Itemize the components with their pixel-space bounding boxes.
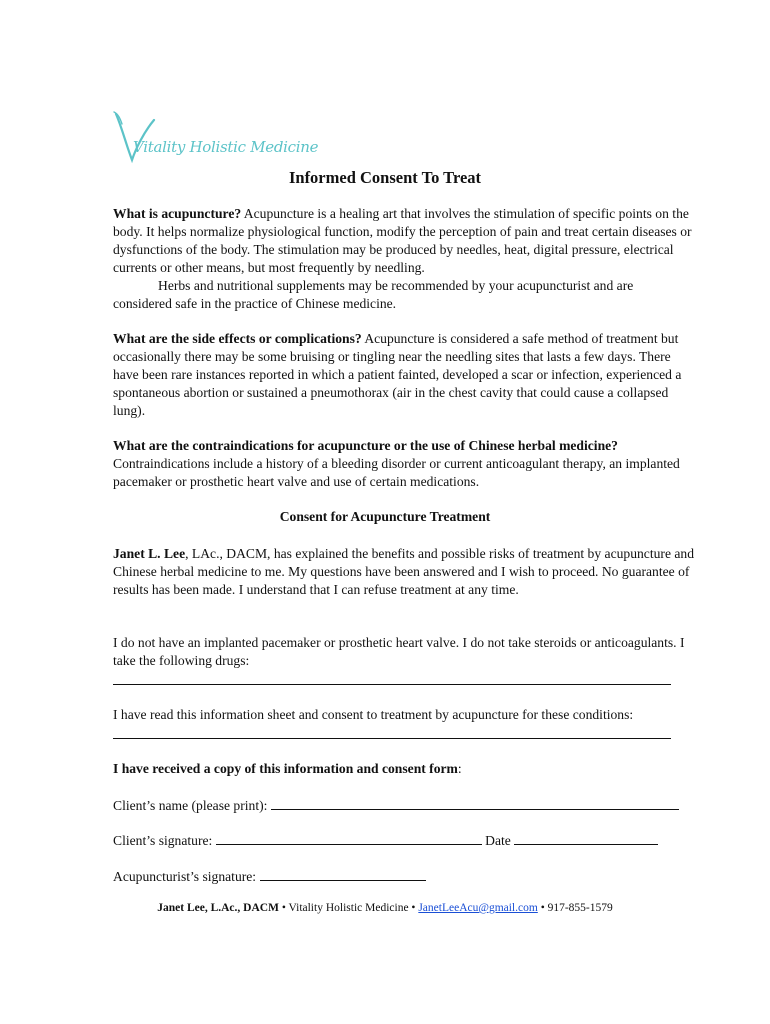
client-name-field[interactable] — [271, 796, 679, 810]
section-body: Acupuncture is a healing art that involves the stimulation of specific points on the body. It helps normalize physiological function, modify the perception of pain and treat certain diseases or dysfunctions of the body. The stimulation may be produced by needles, heat, digital pressure, electrical currents or other means, but most frequently by needling. — [113, 206, 692, 275]
drugs-statement: I do not have an implanted pacemaker or prosthetic heart valve. I do not take steroids or anticoagulants. I take the following drugs: — [113, 635, 685, 668]
footer — [0, 902, 770, 914]
received-copy-colon: : — [457, 761, 462, 776]
logo-wordmark: Vitality Holistic Medicine — [133, 138, 319, 156]
page-title: Informed Consent To Treat — [288, 168, 482, 187]
section-body: Contraindications include a history of a bleeding disorder or current anticoagulant therapy, an implanted pacemaker or prosthetic heart valve and use of certain medications. — [113, 456, 680, 489]
practitioner-name: Janet L. Lee — [113, 546, 186, 561]
section-body: Acupuncture is considered a safe method of treatment but occasionally there may be some bruising or tingling near the needling sites that lasts a few days. There have been rare instances reported in which a patient fainted, developed a scar or infection, experienced a spontaneous abortion or sustained a pneumothorax (air in the chest cavity that could cause a collapsed lung). — [113, 331, 682, 418]
section-heading: What are the side effects or complications? — [113, 331, 362, 346]
section-side-effects — [113, 330, 695, 420]
section-body-para2: Herbs and nutritional supplements may be recommended by your acupuncturist and are considered safe in the practice of Chinese medicine. — [113, 278, 634, 311]
client-signature-field[interactable] — [216, 831, 482, 845]
client-signature-row — [113, 831, 658, 850]
consent-statement — [113, 545, 695, 599]
consent-body: , LAc., DACM, has explained the benefits and possible risks of treatment by acupuncture and Chinese herbal medicine to me. My questions have been answered and I wish to proceed. No guarantee of results has been made. I understand that I can refuse treatment at any time. — [113, 546, 695, 597]
footer-email-link[interactable]: JanetLeeAcu@gmail.com — [418, 902, 538, 914]
consent-heading: Consent for Acupuncture Treatment — [279, 509, 491, 524]
footer-sep2: • 917-855-1579 — [537, 902, 613, 914]
section-contraindications — [113, 437, 695, 491]
drugs-fill-line[interactable] — [113, 684, 671, 685]
client-signature-label: Client’s signature: — [113, 833, 213, 848]
client-name-row — [113, 796, 679, 815]
footer-sep1: • Vitality Holistic Medicine • — [278, 902, 419, 914]
client-name-label: Client’s name (please print): — [113, 798, 268, 813]
acupuncturist-signature-label: Acupuncturist’s signature: — [113, 869, 257, 884]
acupuncturist-signature-field[interactable] — [260, 867, 426, 881]
acupuncturist-signature-row — [113, 867, 426, 886]
conditions-fill-line[interactable] — [113, 738, 671, 739]
conditions-statement: I have read this information sheet and consent to treatment by acupuncture for these conditions: — [113, 707, 634, 722]
section-heading: What is acupuncture? — [113, 206, 242, 221]
date-label: Date — [485, 833, 511, 848]
received-copy-statement — [113, 760, 695, 778]
date-field[interactable] — [514, 831, 658, 845]
section-heading: What are the contraindications for acupuncture or the use of Chinese herbal medicine? — [113, 438, 618, 453]
received-copy-bold: I have received a copy of this information and consent form — [113, 761, 458, 776]
section-what-is-acupuncture — [113, 205, 695, 313]
footer-name: Janet Lee, L.Ac., DACM — [157, 902, 279, 914]
